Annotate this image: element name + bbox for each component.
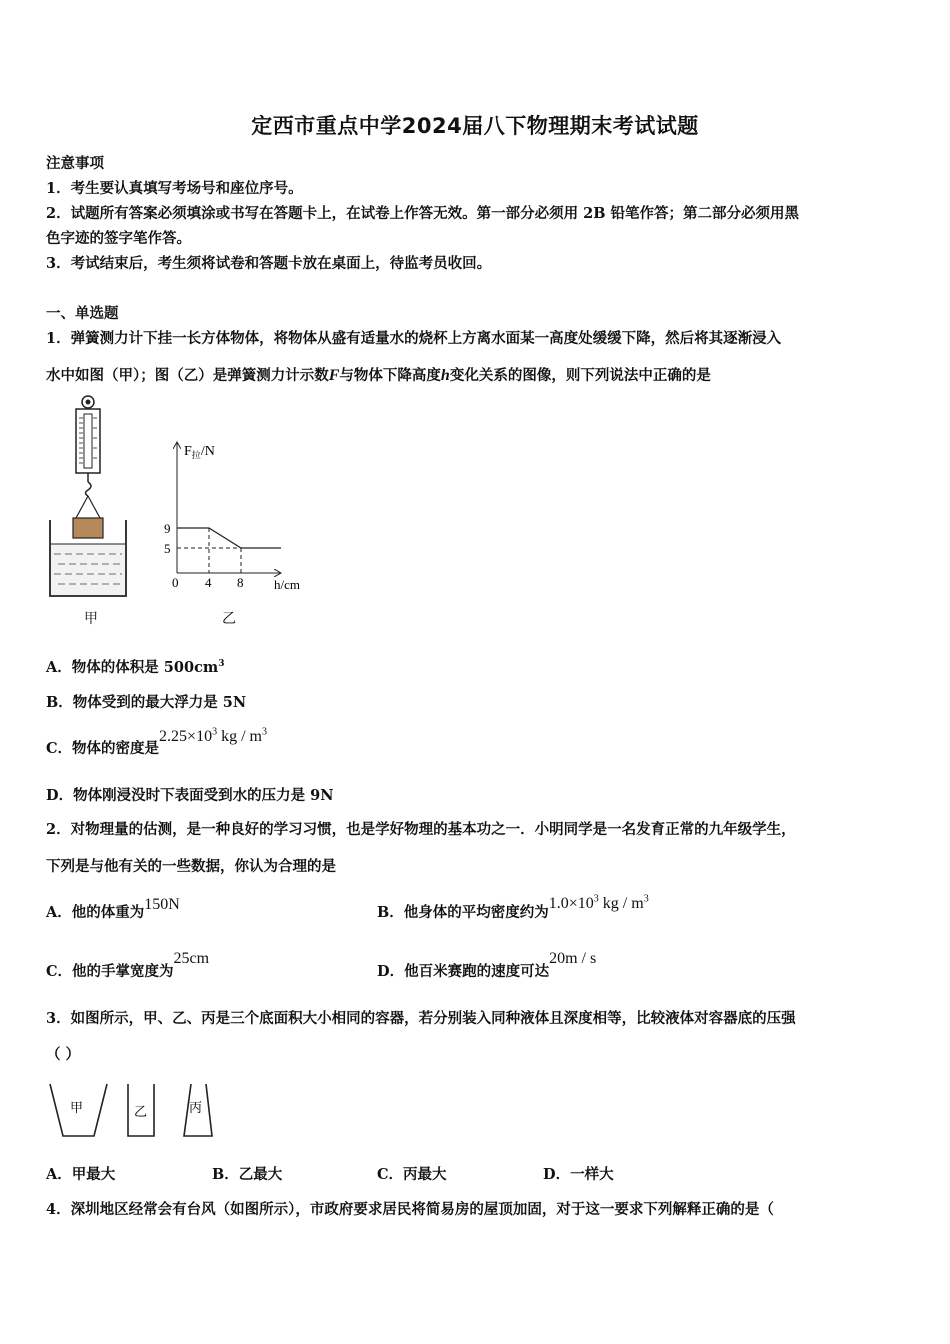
q3-option-d[interactable]: D．一样大 <box>543 1166 614 1183</box>
question-3-stem-2: （ ） <box>46 1046 81 1063</box>
question-1-stem-2: 水中如图（甲）；图（乙）是弹簧测力计示数F与物体下降高度h变化关系的图像，则下列说法中正确的是 <box>46 367 711 384</box>
y-tick-label: 5 <box>164 541 171 556</box>
figure-jia-spring-scale <box>46 392 136 598</box>
q2-option-b[interactable]: B．他身体的平均密度约为$1.0\times 10^3$ kg / $m^3$ <box>377 893 649 921</box>
q1-option-b[interactable]: B．物体受到的最大浮力是 5N <box>46 694 247 711</box>
section-heading: 一、单选题 <box>46 305 119 322</box>
svg-text:甲: 甲 <box>70 1100 84 1115</box>
notice-item: 1．考生要认真填写考场号和座位序号。 <box>46 180 303 197</box>
notice-item: 2．试题所有答案必须填涂或书写在答题卡上，在试卷上作答无效。第一部分必须用 2B 铅笔作答；第二部分必须用黑 <box>46 205 800 222</box>
series-line <box>177 528 281 548</box>
notice-item: 3．考试结束后，考生须将试卷和答题卡放在桌面上，待监考员收回。 <box>46 255 492 272</box>
figure-yi-label: 乙 <box>222 611 236 627</box>
container-bing <box>184 1084 212 1136</box>
q3-option-a[interactable]: A．甲最大 <box>46 1166 116 1183</box>
svg-text:丙: 丙 <box>189 1100 203 1115</box>
svg-text:乙: 乙 <box>134 1104 148 1119</box>
q2-option-a[interactable]: A．他的体重为150N <box>46 896 180 921</box>
q2-option-d[interactable]: D．他百米赛跑的速度可达20m / s <box>377 950 597 980</box>
q3-option-b[interactable]: B．乙最大 <box>212 1166 283 1183</box>
question-2-stem-2: 下列是与他有关的一些数据，你认为合理的是 <box>46 858 336 875</box>
question-3-stem: 3．如图所示，甲、乙、丙是三个底面积大小相同的容器，若分别装入同种液体且深度相等，比较液体对容器底的压强 <box>46 1010 796 1027</box>
question-1-stem: 1．弹簧测力计下挂一长方体物体，将物体从盛有适量水的烧杯上方离水面某一高度处缓缓下降，然后将其逐渐浸入 <box>46 330 782 347</box>
x-axis-label: h/cm <box>274 577 300 592</box>
figure-yi-chart <box>150 435 320 595</box>
x-tick-label: 4 <box>205 575 212 590</box>
notice-item: 色字迹的签字笔作答。 <box>46 230 191 247</box>
figure-containers <box>46 1080 226 1142</box>
q1-option-a[interactable]: A．物体的体积是 $500cm^3$ <box>46 659 225 676</box>
notice-heading: 注意事项 <box>46 155 104 172</box>
y-tick-label: 9 <box>164 521 171 536</box>
figure-jia-label: 甲 <box>84 611 98 627</box>
origin-label: 0 <box>172 575 179 590</box>
q1-option-d[interactable]: D．物体刚浸没时下表面受到水的压力是 9N <box>46 787 334 804</box>
question-4-stem: 4．深圳地区经常会有台风（如图所示），市政府要求居民将简易房的屋顶加固，对于这一要求下列解释正确的是（ <box>46 1201 774 1218</box>
q2-option-c[interactable]: C．他的手掌宽度为25cm <box>46 950 210 980</box>
q3-option-c[interactable]: C．丙最大 <box>377 1166 447 1183</box>
x-tick-label: 8 <box>237 575 244 590</box>
q1-option-c[interactable]: C．物体的密度是$2.25\times 10^3$ kg / $m^3$ <box>46 726 267 757</box>
question-2-stem: 2．对物理量的估测，是一种良好的学习习惯，也是学好物理的基本功之一．小明同学是一名发育正常的九年级学生， <box>46 821 796 838</box>
container-yi <box>128 1084 154 1136</box>
y-axis-label: $F_拉/N$ <box>184 444 215 460</box>
page-title: 定西市重点中学2024届八下物理期末考试试题 <box>251 114 699 138</box>
container-jia <box>50 1084 107 1136</box>
